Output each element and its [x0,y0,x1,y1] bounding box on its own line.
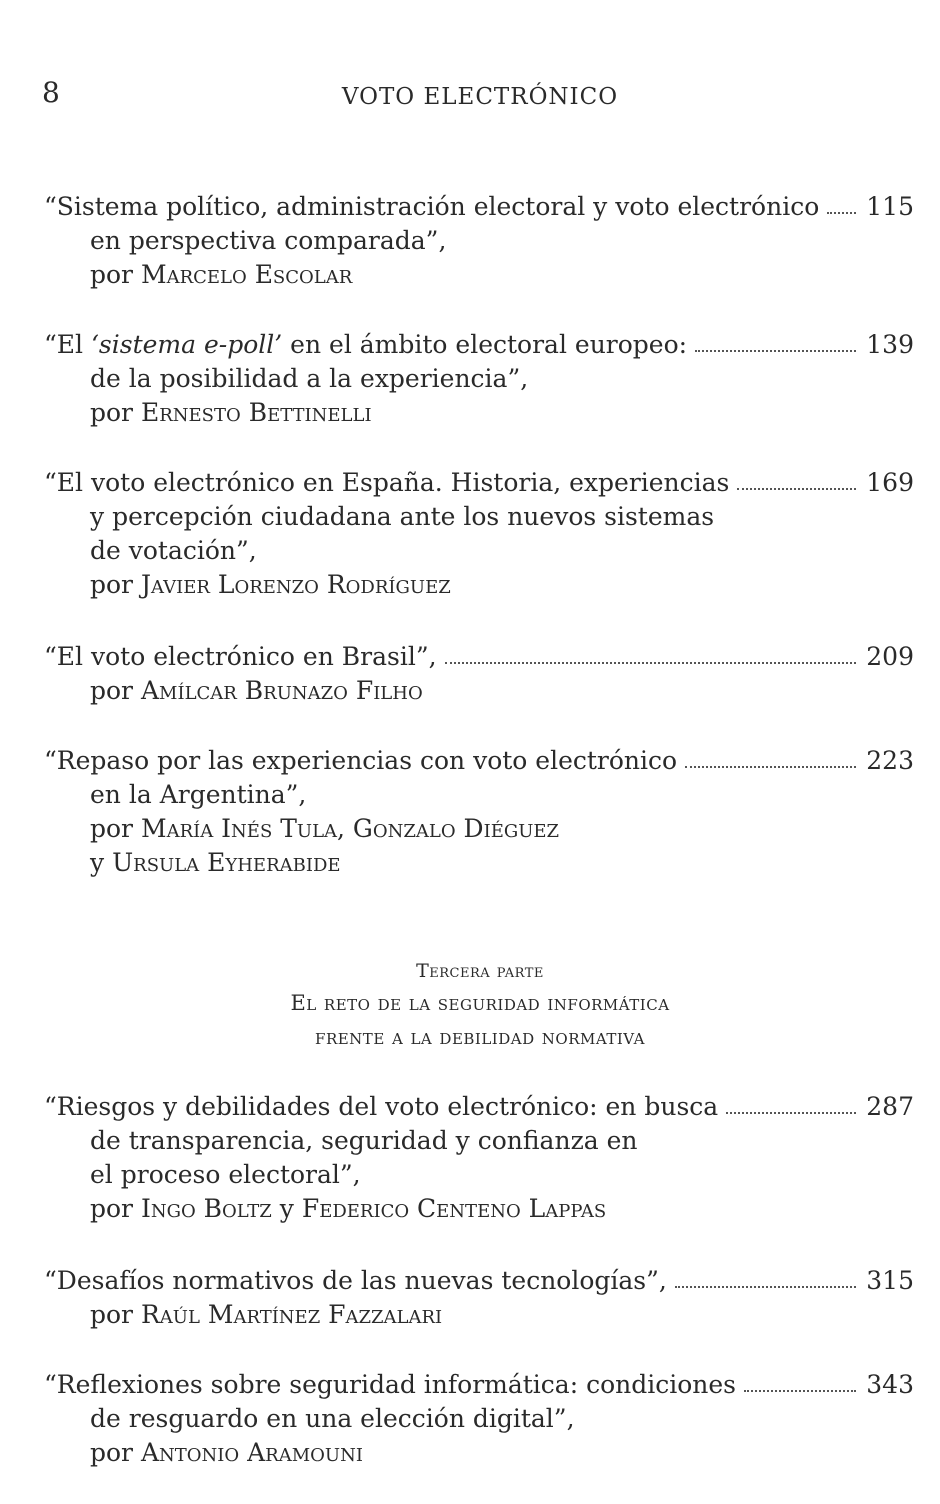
entry-author: por María Inés Tula, Gonzalo Diéguez [90,814,560,843]
entry-title-continuation: y percepción ciudadana ante los nuevos sistemas [90,502,715,531]
part-title-line: frente a la debilidad normativa [315,1025,645,1049]
entry-title: “El voto electrónico en España. Historia, experiencias [44,468,730,497]
dot-leader [726,1112,856,1114]
entry-title: “Reflexiones sobre seguridad informática: condiciones [44,1370,737,1399]
entry-title: “El voto electrónico en Brasil”, [44,642,437,671]
entry-page-number: 115 [866,192,914,221]
dot-leader [827,212,856,214]
entry-page-number: 139 [866,330,914,359]
toc-entry [44,328,914,430]
entry-author-continuation: y Ursula Eyherabide [90,848,341,877]
part-title-line: El reto de la seguridad informática [290,991,670,1015]
toc-entry [44,1090,914,1226]
entry-author: por Marcelo Escolar [90,260,353,289]
dot-leader [675,1286,856,1288]
running-title: VOTO ELECTRÓNICO [341,84,619,110]
entry-page-number: 169 [866,468,914,497]
entry-title-continuation: de transparencia, seguridad y confianza en [90,1126,638,1155]
entry-author: por Antonio Aramouni [90,1438,363,1467]
entry-page-number: 287 [866,1092,914,1121]
part-heading [0,956,940,1054]
entry-page-number: 223 [866,746,914,775]
entry-title-continuation: de votación”, [90,536,257,565]
page-number: 8 [42,76,60,109]
entry-title-continuation: en perspectiva comparada”, [90,226,447,255]
toc-entry [44,744,914,880]
entry-title-continuation: de resguardo en una elección digital”, [90,1404,575,1433]
entry-title: “Repaso por las experiencias con voto electrónico [44,746,678,775]
entry-title: “Desafíos normativos de las nuevas tecnologías”, [44,1266,667,1295]
entry-title: “Riesgos y debilidades del voto electrónico: en busca [44,1092,719,1121]
entry-page-number: 209 [866,642,914,671]
entry-title-continuation: el proceso electoral”, [90,1160,361,1189]
entry-title: “El ‘sistema e-poll’ en el ámbito electoral europeo: [44,330,688,359]
entry-author: por Ingo Boltz y Federico Centeno Lappas [90,1194,607,1223]
dot-leader [744,1390,856,1392]
toc-entry [44,190,914,292]
entry-author: por Amílcar Brunazo Filho [90,676,423,705]
toc-entry [44,466,914,602]
dot-leader [685,766,856,768]
dot-leader [445,662,856,664]
entry-title-continuation: en la Argentina”, [90,780,307,809]
entry-title: “Sistema político, administración electoral y voto electrónico [44,192,820,221]
italic-term: ‘sistema e-poll’ [90,330,283,359]
toc-entry [44,1368,914,1470]
dot-leader [695,350,856,352]
entry-author: por Raúl Martínez Fazzalari [90,1300,443,1329]
dot-leader [737,488,856,490]
entry-author: por Javier Lorenzo Rodríguez [90,570,451,599]
entry-page-number: 315 [866,1266,914,1295]
entry-title-continuation: de la posibilidad a la experiencia”, [90,364,529,393]
entry-page-number: 343 [866,1370,914,1399]
toc-entry [44,640,914,708]
toc-entry [44,1264,914,1332]
entry-author: por Ernesto Bettinelli [90,398,372,427]
part-label: Tercera parte [416,960,544,982]
